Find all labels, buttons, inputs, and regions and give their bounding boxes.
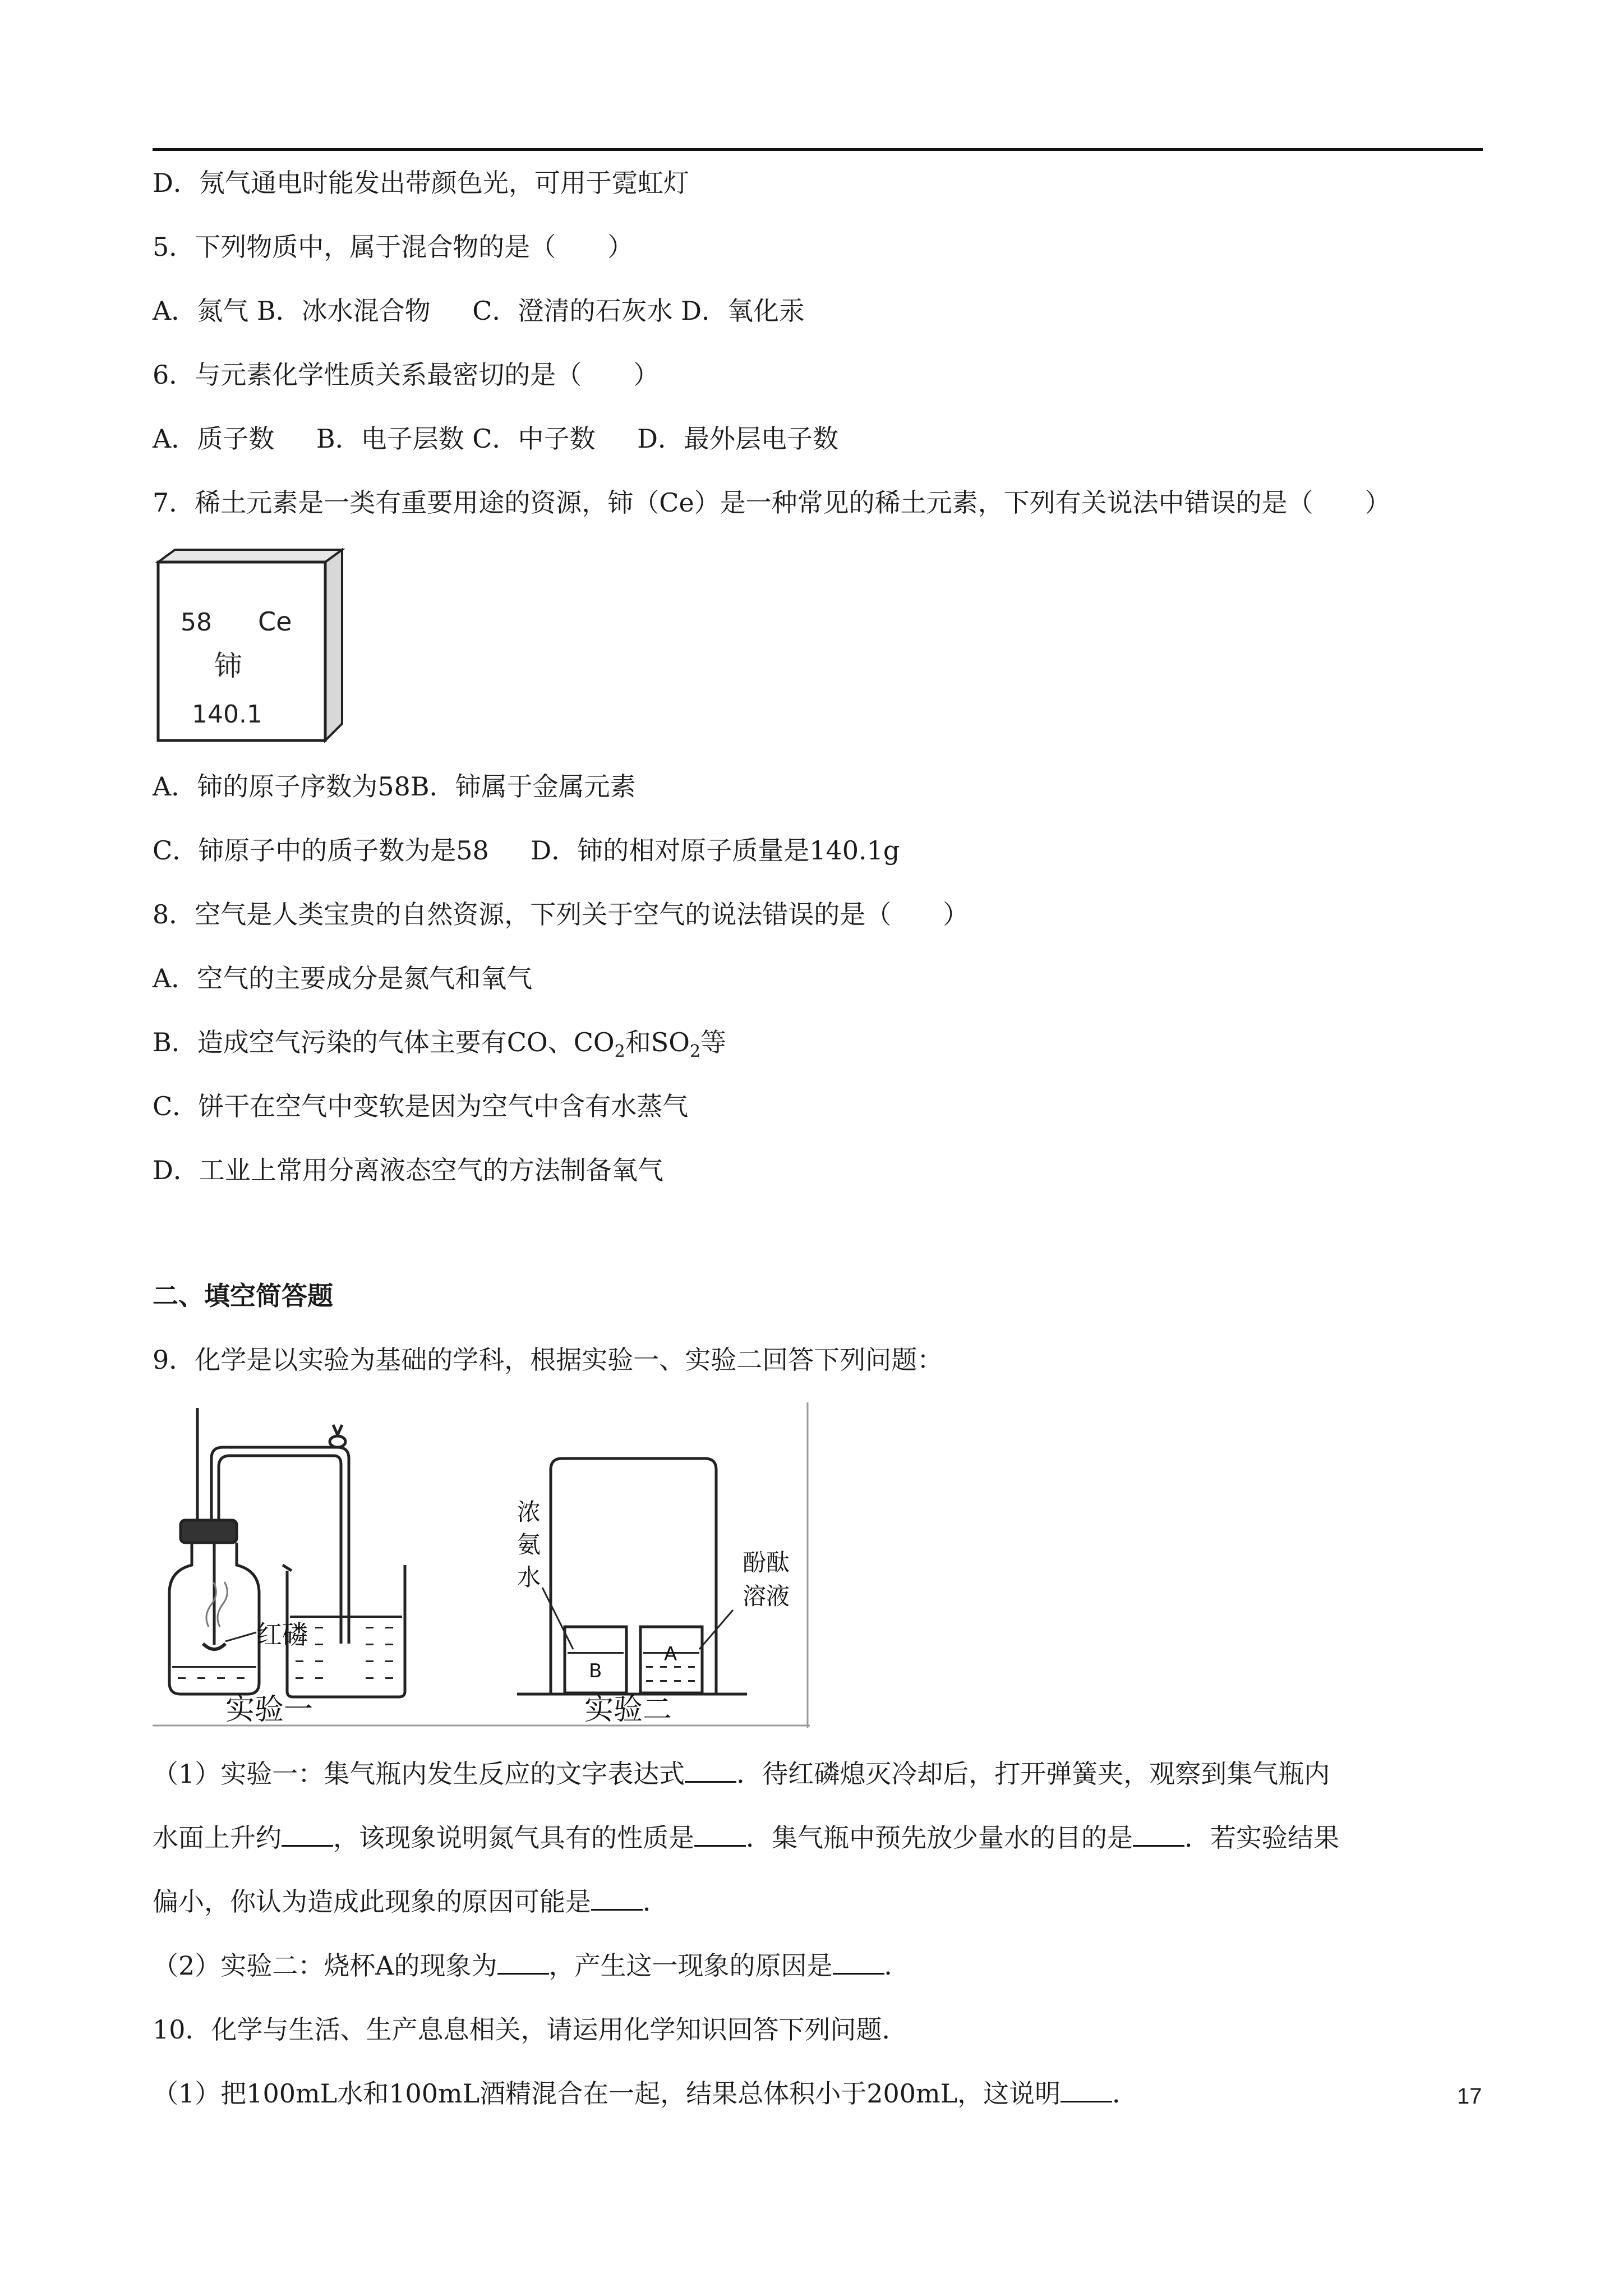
q9-1-text-e: ．集气瓶中预先放少量水的目的是 <box>746 1823 1133 1853</box>
red-phosphorus-label: 红磷 <box>256 1619 308 1650</box>
answer-blank[interactable] <box>282 1823 333 1847</box>
ammonia-label-3: 水 <box>517 1563 541 1591</box>
phenolphthalein-label-2: 溶液 <box>743 1582 790 1610</box>
q6-option-a: A．质子数 <box>153 424 275 454</box>
question-10: 10．化学与生活、生产息息相关，请运用化学知识回答下列问题． <box>153 2014 908 2045</box>
q5-option-a: A．氮气 <box>153 296 249 326</box>
answer-blank[interactable] <box>1133 1823 1184 1847</box>
q9-2-text-b: ，产生这一现象的原因是 <box>548 1950 833 1981</box>
q6-option-b: B．电子层数 <box>316 424 464 454</box>
q4-option-d: D．氖气通电时能发出带颜色光，可用于霓虹灯 <box>153 168 689 198</box>
question-9-part-1-line-1 <box>153 1757 1330 1791</box>
q9-1-text-c: 水面上升约 <box>153 1823 282 1853</box>
card-top-face <box>158 550 342 562</box>
question-6: 6．与元素化学性质关系最密切的是（ ） <box>153 360 660 390</box>
q7-option-d: D．铈的相对原子质量是140.1g <box>531 835 900 866</box>
question-5: 5．下列物质中，属于混合物的是（ ） <box>153 232 634 262</box>
q8b-text-3: 等 <box>700 1027 727 1057</box>
beaker-a-label: A <box>664 1643 677 1665</box>
card-side-face <box>325 550 342 740</box>
atomic-mass: 140.1 <box>192 700 262 729</box>
element-symbol: Ce <box>258 606 292 637</box>
q9-1-text-f: ．若实验结果 <box>1184 1823 1339 1853</box>
answer-blank[interactable] <box>833 1950 884 1975</box>
bottle-stopper <box>181 1520 237 1543</box>
q8-option-a: A．空气的主要成分是氮气和氧气 <box>153 963 533 993</box>
q9-2-text-a: （2）实验二：烧杯A的现象为 <box>153 1950 497 1981</box>
q9-1-text-d: ，该现象说明氮气具有的性质是 <box>333 1823 694 1853</box>
question-7-options-cd <box>153 834 900 867</box>
experiment-2-label: 实验二 <box>584 1693 672 1727</box>
question-9: 9．化学是以实验为基础的学科，根据实验一、实验二回答下列问题： <box>153 1345 943 1375</box>
atomic-number: 58 <box>181 608 212 637</box>
element-name: 铈 <box>214 650 242 682</box>
q7-option-a: A．铈的原子序数为58 <box>153 771 411 802</box>
answer-blank[interactable] <box>685 1759 736 1783</box>
question-9-part-1-line-2 <box>153 1821 1339 1855</box>
answer-blank[interactable] <box>497 1950 549 1975</box>
question-7-options-ab <box>153 770 636 803</box>
experiment-figure <box>153 1402 810 1728</box>
q10-1-text-a: （1）把100mL水和100mL酒精混合在一起，结果总体积小于200mL，这说明 <box>153 2078 1061 2109</box>
section-heading: 二、填空简答题 <box>153 1281 333 1311</box>
q9-1-text-b: ．待红磷熄灭冷却后，打开弹簧夹，观察到集气瓶内 <box>736 1759 1330 1789</box>
answer-blank[interactable] <box>1061 2078 1112 2102</box>
header-rule <box>153 148 1483 151</box>
beaker-b-label: B <box>589 1660 602 1682</box>
page-number: 17 <box>1457 2084 1482 2109</box>
q5-option-d: D．氧化汞 <box>681 296 805 326</box>
ammonia-label-1: 浓 <box>517 1498 541 1526</box>
ammonia-label-2: 氨 <box>517 1531 541 1558</box>
question-5-options <box>153 294 805 328</box>
q9-1-text-h: ． <box>643 1887 668 1917</box>
phenolphthalein-label-1: 酚酞 <box>743 1549 790 1576</box>
question-6-options <box>153 422 838 455</box>
q9-1-text-a: （1）实验一：集气瓶内发生反应的文字表达式 <box>153 1759 685 1789</box>
answer-blank[interactable] <box>694 1823 746 1847</box>
cerium-element-card <box>153 545 354 747</box>
q9-1-text-g: 偏小，你认为造成此现象的原因可能是 <box>153 1887 591 1917</box>
q8-option-b <box>153 1025 726 1069</box>
q5-option-c: C．澄清的石灰水 <box>472 296 673 326</box>
question-9-part-2 <box>153 1949 910 1982</box>
q8b-subscript-1: 2 <box>614 1042 625 1062</box>
q10-1-text-b: ． <box>1112 2078 1138 2109</box>
q5-option-b: B．冰水混合物 <box>256 296 431 326</box>
question-8: 8．空气是人类宝贵的自然资源，下列关于空气的说法错误的是（ ） <box>153 899 969 930</box>
q8-option-d: D．工业上常用分离液态空气的方法制备氧气 <box>153 1155 663 1185</box>
answer-blank[interactable] <box>591 1887 643 1911</box>
q8b-subscript-2: 2 <box>689 1042 701 1062</box>
q6-option-c: C．中子数 <box>472 424 596 454</box>
q7-option-b: B．铈属于金属元素 <box>410 771 636 802</box>
q6-option-d: D．最外层电子数 <box>637 424 839 454</box>
question-7: 7．稀土元素是一类有重要用途的资源，铈（Ce）是一种常见的稀土元素，下列有关说法中错误的是（ ） <box>153 487 1391 518</box>
q8b-text-2: 和SO <box>625 1027 690 1057</box>
q9-2-text-c: ． <box>884 1950 910 1981</box>
question-9-part-1-line-3 <box>153 1885 668 1918</box>
q8-option-c: C．饼干在空气中变软是因为空气中含有水蒸气 <box>153 1091 689 1121</box>
question-10-part-1 <box>153 2077 1138 2110</box>
q8b-text-1: B．造成空气污染的气体主要有CO、CO <box>153 1027 615 1057</box>
q7-option-c: C．铈原子中的质子数为是58 <box>153 835 489 866</box>
experiment-1-label: 实验一 <box>225 1693 313 1727</box>
